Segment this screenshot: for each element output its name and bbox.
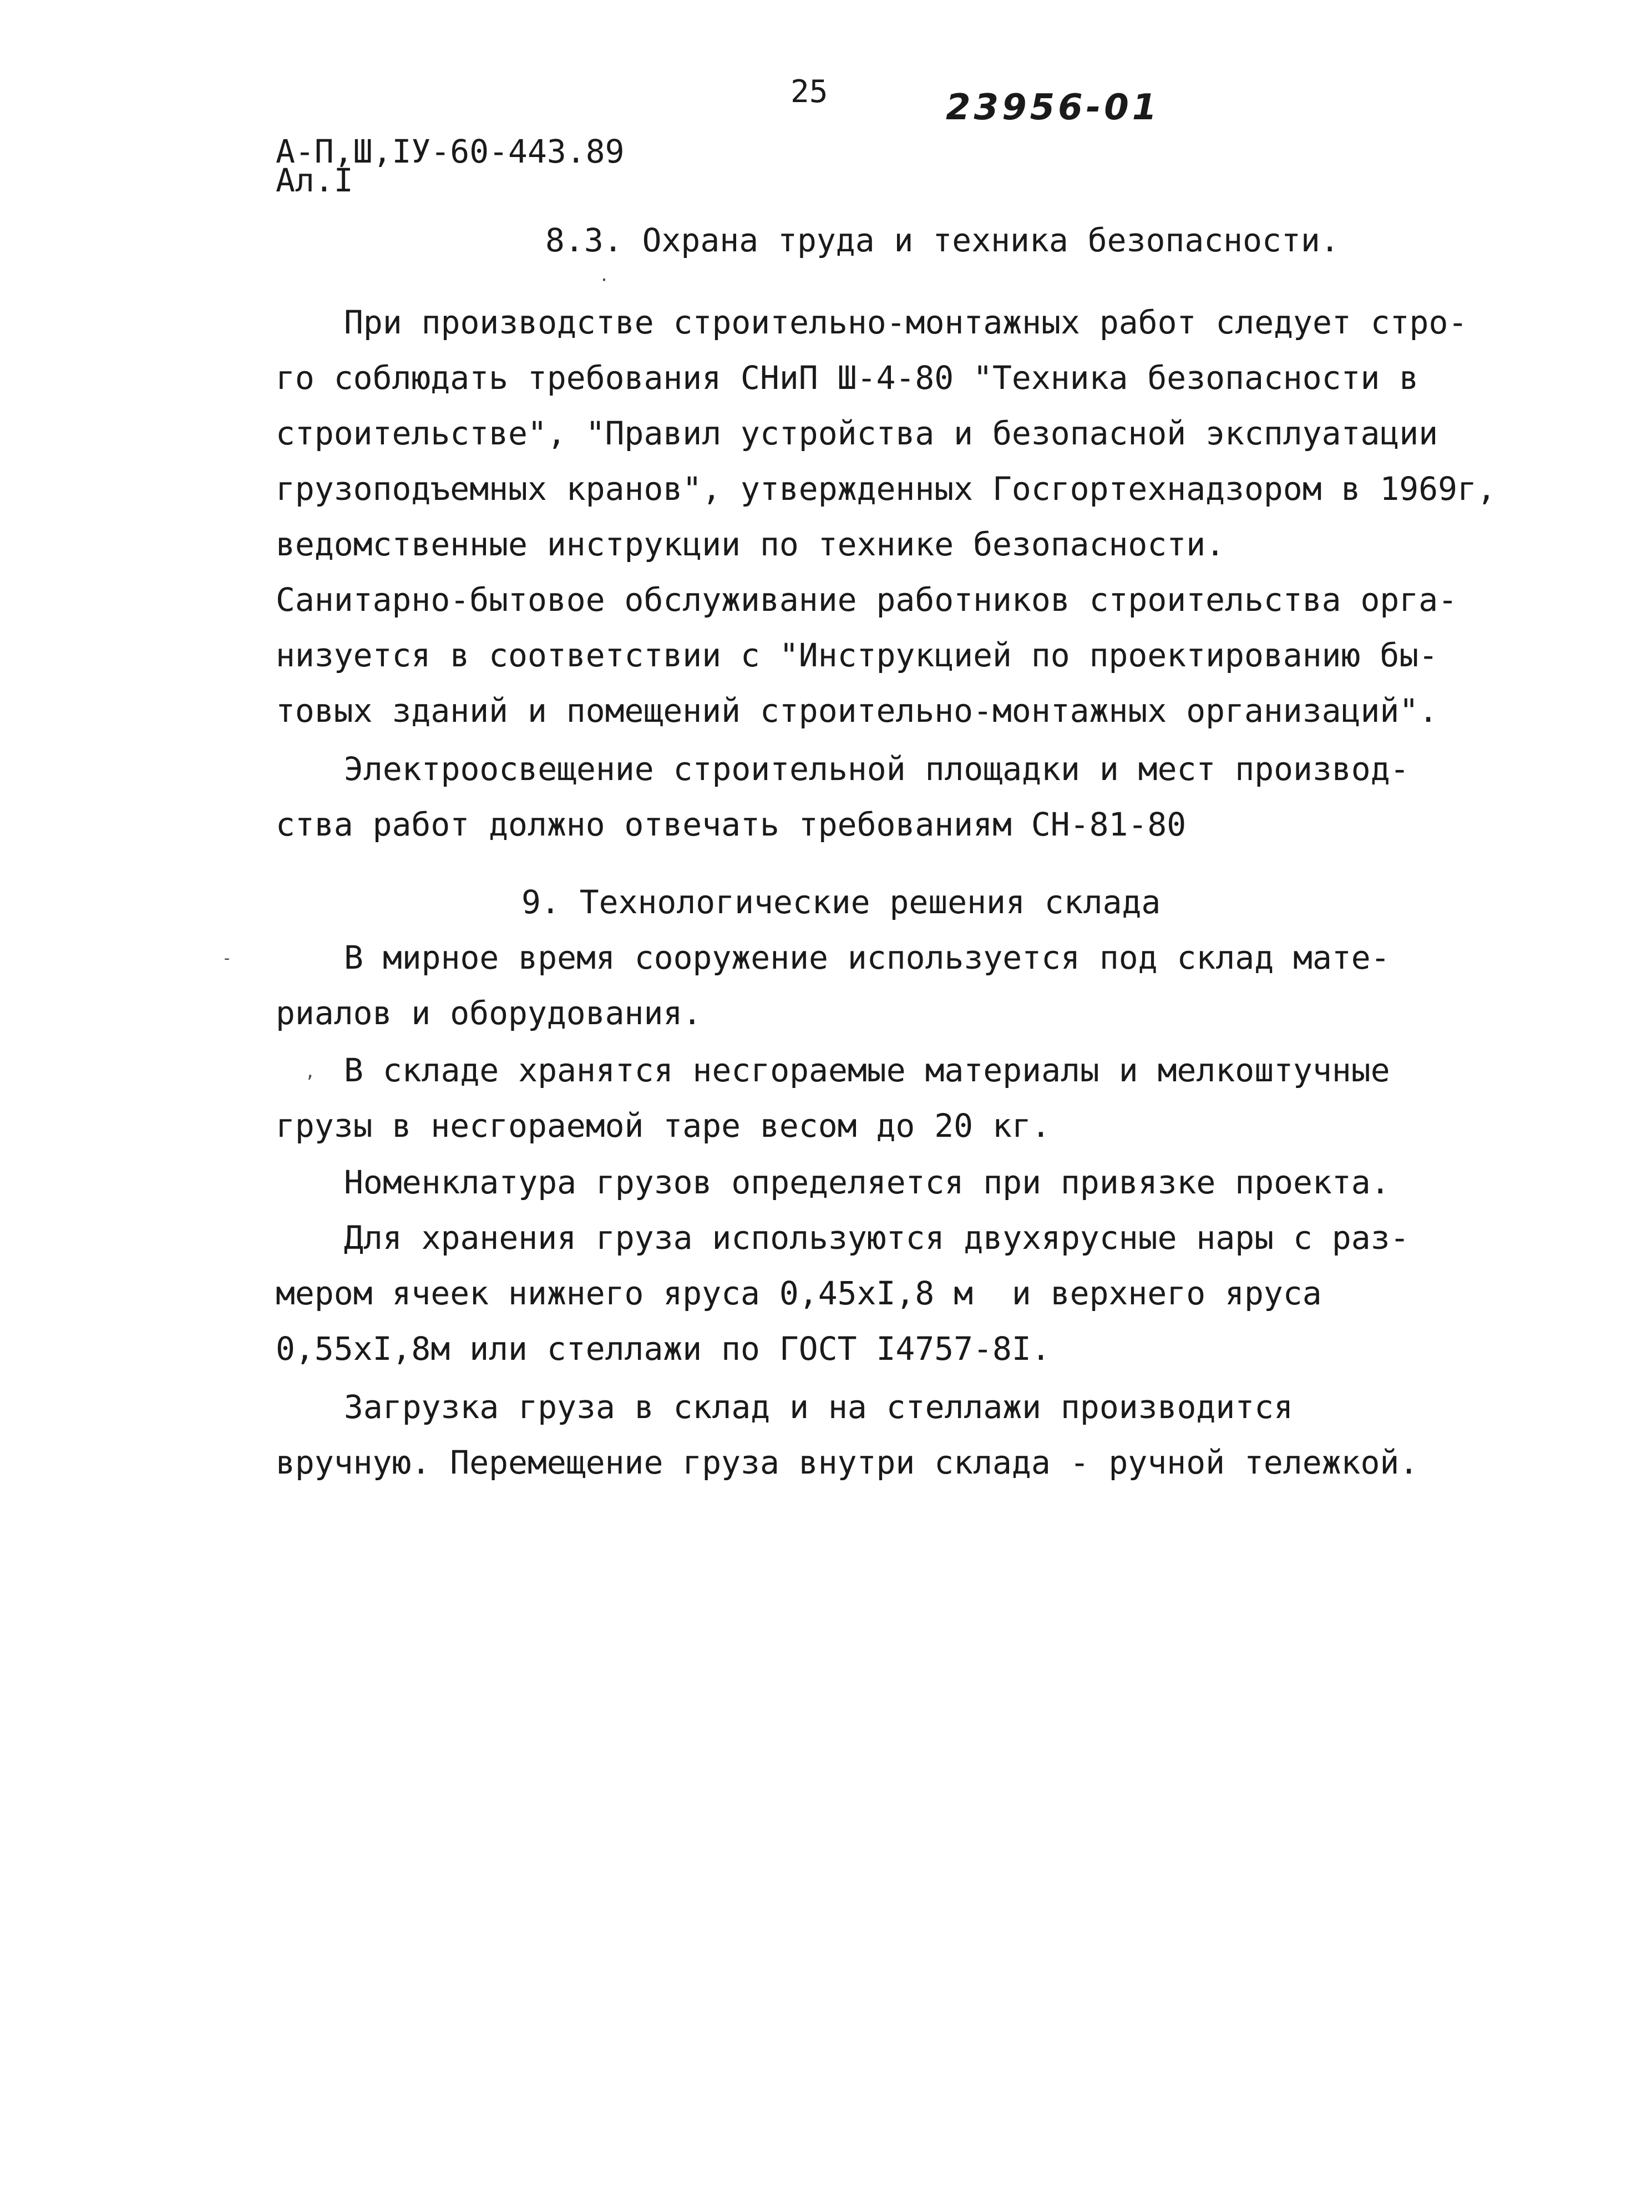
paragraph-line: ведомственные инструкции по технике безопасности. — [276, 525, 1225, 563]
paragraph-line: Номенклатура грузов определяется при привязке проекта. — [344, 1163, 1390, 1201]
paragraph-line: Санитарно-бытовое обслуживание работников строительства орга- — [276, 581, 1458, 619]
paragraph-line: вручную. Перемещение груза внутри склада - ручной тележкой. — [276, 1444, 1419, 1481]
paragraph-line: риалов и оборудования. — [276, 994, 702, 1032]
paragraph-line: мером ячеек нижнего яруса 0,45xI,8 м и верхнего яруса — [276, 1274, 1322, 1312]
paragraph-line: Загрузка груза в склад и на стеллажи производится — [344, 1388, 1294, 1426]
paragraph-line: грузоподъемных кранов", утвержденных Госгортехнадзором в 1969г, — [276, 470, 1496, 508]
paragraph-line: товых зданий и помещений строительно-монтажных организаций". — [276, 692, 1438, 730]
document-number: 23956-01 — [946, 87, 1161, 128]
paragraph-line: ства работ должно отвечать требованиям СН-81-80 — [276, 806, 1187, 843]
section-heading-9: 9. Технологические решения склада — [521, 883, 1161, 921]
paragraph-line: В мирное время сооружение используется под склад мате- — [344, 939, 1390, 976]
paragraph-line: При производстве строительно-монтажных работ следует стро- — [344, 303, 1468, 341]
paragraph-line: Для хранения груза используются двухярусные нары с раз- — [344, 1219, 1410, 1257]
paragraph-line: 0,55xI,8м или стеллажи по ГОСТ I4757-8I. — [276, 1330, 1051, 1368]
paragraph-line: В складе хранятся несгораемые материалы и мелкоштучные — [344, 1051, 1390, 1089]
document-code: А-П,Ш,IУ-60-443.89 — [276, 133, 625, 170]
paragraph-line: Электроосвещение строительной площадки и мест производ- — [344, 750, 1410, 788]
paragraph-line: низуется в соответствии с "Инструкцией по проектированию бы- — [276, 636, 1438, 674]
scan-speck: , — [305, 1062, 316, 1082]
sheet-label: Ал.I — [276, 161, 353, 199]
paragraph-line: грузы в несгораемой таре весом до 20 кг. — [276, 1107, 1051, 1145]
page-number: 25 — [790, 74, 828, 110]
section-heading-8-3: 8.3. Охрана труда и техника безопасности. — [545, 221, 1340, 259]
scan-speck: · — [599, 271, 610, 290]
paragraph-line: го соблюдать требования СНиП Ш-4-80 "Техника безопасности в — [276, 359, 1419, 397]
scan-speck: - — [222, 949, 232, 968]
paragraph-line: строительстве", "Правил устройства и безопасной эксплуатации — [276, 414, 1438, 452]
